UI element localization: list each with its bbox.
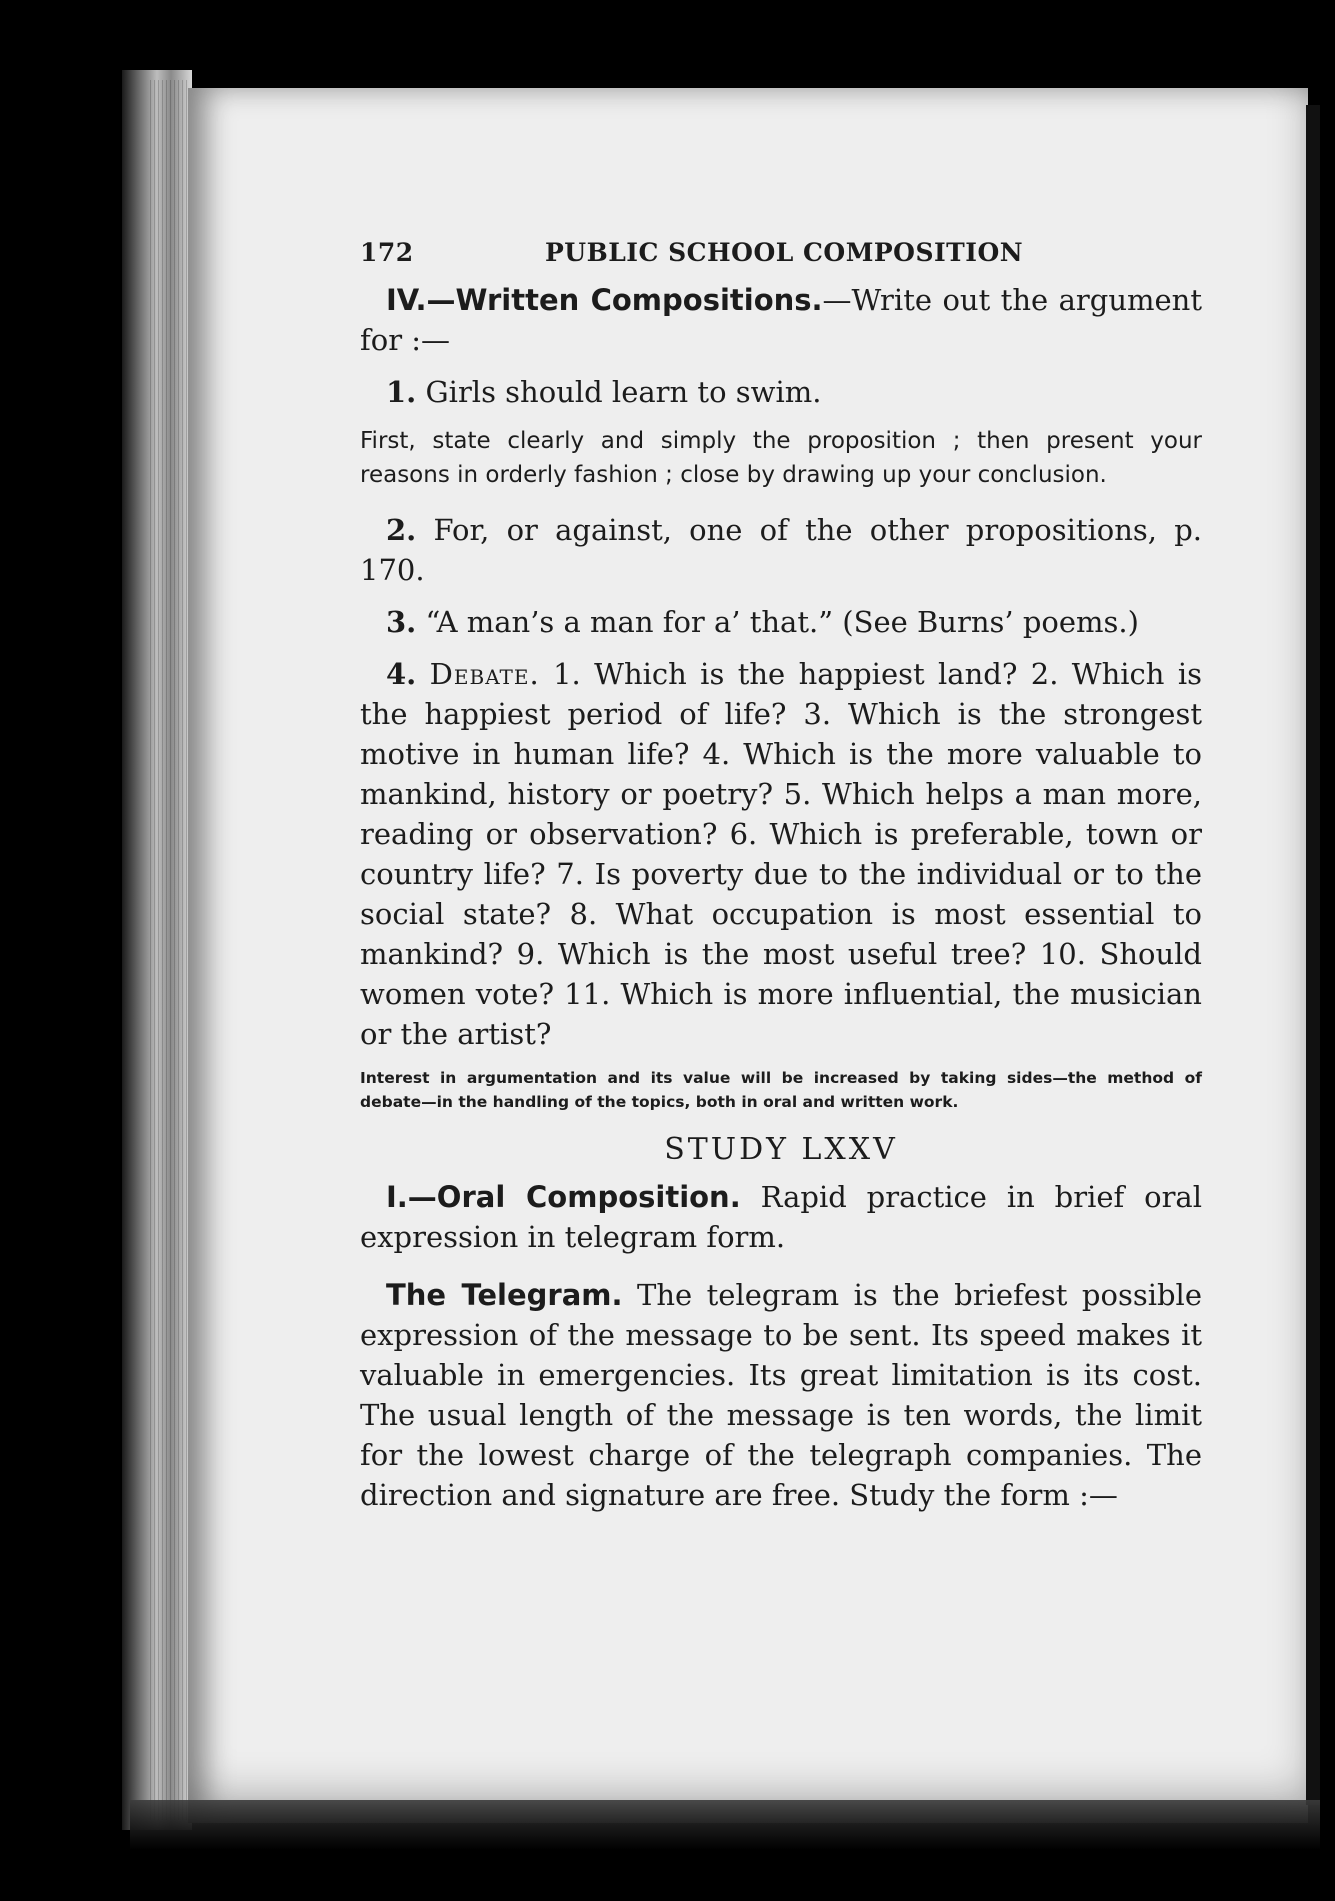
oral-composition-heading: I.—Oral Composition. (386, 1180, 741, 1214)
section-iv-paragraph (360, 280, 1202, 360)
item-3-number: 3. (386, 605, 417, 639)
debate-questions: 1. Which is the happiest land? 2. Which is the happiest period of life? 3. Which is the strongest motive in human life? 4. Which is the more valuable to mankind, history or poetry? 5. Which helps a man more, reading or observation? 6. Which is preferable, town or country life? 7. Is poverty due to the individual or to the social state? 8. What occupation is most essential to mankind? 9. Which is the most useful tree? 10. Should women vote? 11. Which is more influential, the musician or the artist? (360, 657, 1203, 1051)
telegram-heading: The Telegram. (386, 1278, 623, 1312)
page-content (360, 228, 1202, 1515)
debate-label: Debate. (429, 657, 540, 691)
item-2 (360, 510, 1202, 590)
item-3-text: “A man’s a man for a’ that.” (See Burns’ poems.) (425, 605, 1139, 639)
debate-note: Interest in argumentation and its value will be increased by taking sides—the method of debate—in the handling of the topics, both in oral and written work. (360, 1069, 1202, 1111)
telegram-text: The telegram is the briefest possible expression of the message to be sent. Its speed makes it valuable in emergencies. Its great limitation is its cost. The usual length of the message is ten words, the limit for the lowest charge of the telegraph companies. The direction and signature are free. Study the form :— (360, 1278, 1202, 1512)
item-1-note: First, state clearly and simply the proposition ; then present your reasons in orderly fashion ; close by drawing up your conclusion. (360, 428, 1202, 488)
page-number: 172 (360, 238, 414, 267)
item-4-debate (360, 654, 1202, 1054)
page-edges (150, 80, 190, 1820)
item-4-number: 4. (386, 657, 417, 691)
telegram-paragraph (360, 1275, 1202, 1515)
section-iv-text: —Write out the argument for :— (360, 283, 1202, 357)
item-1-text: Girls should learn to swim. (425, 375, 822, 409)
section-iv-heading: IV.—Written Compositions. (386, 283, 823, 317)
running-head (360, 228, 1202, 268)
oral-composition-paragraph (360, 1177, 1202, 1257)
running-title: PUBLIC SCHOOL COMPOSITION (545, 238, 1024, 267)
item-3 (360, 602, 1202, 642)
study-title: STUDY LXXV (664, 1132, 898, 1167)
item-1 (360, 372, 1202, 412)
oral-composition-text: Rapid practice in brief oral expression in telegram form. (360, 1180, 1202, 1254)
item-1-number: 1. (386, 375, 417, 409)
page-right-edge (1306, 105, 1320, 1805)
item-2-text: For, or against, one of the other propositions, p. 170. (360, 513, 1203, 587)
item-2-number: 2. (386, 513, 417, 547)
page-bottom-shadow (130, 1800, 1320, 1850)
